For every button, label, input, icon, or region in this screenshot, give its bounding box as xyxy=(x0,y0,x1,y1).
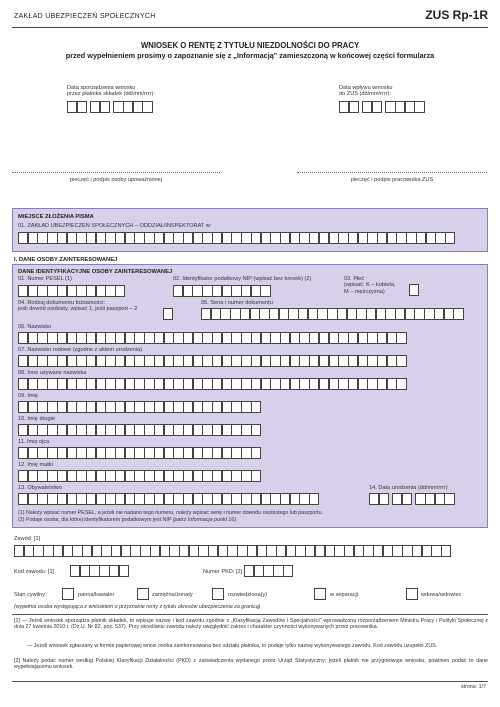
form-code: ZUS Rp-1R xyxy=(425,8,488,22)
input-cell[interactable] xyxy=(119,565,129,577)
submission-branch-label: 01. ZAKŁAD UBEZPIECZEŃ SPOŁECZNYCH – ODDZIAŁ/INSPEKTORAT w: xyxy=(18,223,212,229)
occupation-code-label: Kod zawodu: [1] xyxy=(14,569,55,575)
civil-single-label: panna/kawaler xyxy=(78,592,115,598)
input-cell[interactable] xyxy=(445,232,455,244)
input-cell[interactable] xyxy=(402,493,412,505)
footnote-1b: — Jeżeli wniosek zgłaszany w formie papierowej wnosi osoba zainteresowana bez udziału płatnika, to podaje tylko nazwę wykonywanego zawodu. Kod zawodu uzupełni ZUS. xyxy=(27,643,438,649)
input-cell[interactable] xyxy=(441,545,451,557)
input-cell[interactable] xyxy=(379,493,389,505)
input-cell[interactable] xyxy=(414,101,424,113)
submission-place-box xyxy=(12,208,488,252)
signature-line-authorized xyxy=(12,172,220,173)
other-surnames-field[interactable] xyxy=(18,378,406,390)
prep-date-label: Data sporządzenia wniosku przez płatnika składek (dd/mm/rrrr): xyxy=(67,85,155,98)
civil-widowed-label: wdowa/wdowiec xyxy=(421,592,462,598)
note-pesel: (1) Należy wpisać numer PESEL, a jeżeli nie nadano tego numeru, należy wpisać serię i numer dowodu osobistego lub paszportu. xyxy=(18,510,324,516)
input-cell[interactable] xyxy=(309,493,319,505)
form-title: WNIOSEK O RENTĘ Z TYTUŁU NIEZDOLNOŚCI DO PRACY xyxy=(140,41,360,50)
signature-zus-label: pieczęć i podpis pracownika ZUS xyxy=(350,177,434,183)
surname-label: 06. Nazwisko xyxy=(18,324,52,330)
form-subtitle: przed wypełnieniem prosimy o zapoznanie się z „Informacją" zamieszczoną w końcowej części formularza xyxy=(65,51,435,60)
footnote-2: [2] Należy podać numer według Polskiej Klasyfikacji Działalności (PKD) z zaświadczenia wydanego przez Urząd Statystyczny; jeżeli płatnik nie przygotowuje wniosku, powinien podać to dane wypełniającemu wniosek. xyxy=(14,658,488,671)
document-number-field[interactable] xyxy=(201,308,463,320)
input-cell[interactable] xyxy=(142,101,152,113)
identification-title: DANE IDENTYFIKACYJNE OSOBY ZAINTERESOWANEJ xyxy=(18,269,173,275)
input-cell[interactable] xyxy=(444,493,454,505)
input-cell[interactable] xyxy=(349,101,359,113)
citizenship-field[interactable] xyxy=(18,493,319,505)
second-name-label: 10. Imię drugie xyxy=(18,416,56,422)
civil-divorced-label: rozwiedziona(y) xyxy=(228,592,268,598)
birth-date-label: 14. Data urodzenia (dd/mm/rrrr) xyxy=(369,485,448,491)
civil-married-checkbox[interactable] xyxy=(137,588,149,600)
occupation-field[interactable] xyxy=(14,545,451,557)
input-cell[interactable] xyxy=(251,401,261,413)
input-cell[interactable] xyxy=(372,101,382,113)
input-cell[interactable] xyxy=(77,101,87,113)
page-number: strona: 1/7 xyxy=(460,684,486,690)
second-name-field[interactable] xyxy=(18,424,261,436)
occupation-label: Zawód: [1] xyxy=(14,536,41,542)
father-name-field[interactable] xyxy=(18,447,261,459)
first-name-field[interactable] xyxy=(18,401,261,413)
section1-title: I. DANE OSOBY ZAINTERESOWANEJ xyxy=(14,257,118,263)
civil-divorced-checkbox[interactable] xyxy=(212,588,224,600)
id-document-type-label: 04. Rodzaj dokumentu tożsamości: jeśli dowód osobisty, wpisać 1, jeśli paszport – 2 xyxy=(18,300,138,313)
input-cell[interactable] xyxy=(251,424,261,436)
pkd-field[interactable] xyxy=(244,565,293,577)
citizenship-label: 13. Obywatelstwo xyxy=(18,485,63,491)
other-surnames-label: 08. Inne używane nazwiska xyxy=(18,370,87,376)
sex-label: 03. Płeć (wpisać: K – kobieta, M – mężczyzna) xyxy=(344,276,396,295)
submission-branch-field[interactable] xyxy=(18,232,455,244)
submission-place-title: MIEJSCE ZŁOŻENIA PISMA xyxy=(18,214,94,220)
input-cell[interactable] xyxy=(396,355,406,367)
birth-surname-label: 07. Nazwisko rodowe (zgodne z aktem urodzenia) xyxy=(18,347,143,353)
input-cell[interactable] xyxy=(251,470,261,482)
receipt-date-field[interactable] xyxy=(339,101,424,113)
signature-authorized-label: pieczęć i podpis osoby upoważnionej xyxy=(69,177,163,183)
birth-date-field[interactable] xyxy=(369,493,454,505)
input-cell[interactable] xyxy=(251,447,261,459)
header-divider xyxy=(12,27,488,28)
mother-name-label: 12. Imię matki xyxy=(18,462,53,468)
input-cell[interactable] xyxy=(115,285,125,297)
civil-single-checkbox[interactable] xyxy=(62,588,74,600)
nip-label: 02. Identyfikator podatkowy NIP (wpisać bez kresek) (2) xyxy=(173,276,312,282)
receipt-date-label: Data wpływu wniosku do ZUS (dd/mm/rrrr): xyxy=(339,85,393,98)
input-cell[interactable] xyxy=(283,565,293,577)
prep-date-field[interactable] xyxy=(67,101,152,113)
mother-name-field[interactable] xyxy=(18,470,261,482)
institution-name: ZAKŁAD UBEZPIECZEŃ SPOŁECZNYCH xyxy=(14,13,156,20)
pesel-field[interactable] xyxy=(18,285,125,297)
civil-status-note: (wypełnia osoba występująca z wnioskiem o przyznanie renty z tytułu okresów ubezpieczenia za granicą) xyxy=(14,604,261,610)
pesel-label: 01. Numer PESEL (1) xyxy=(18,276,72,282)
surname-field[interactable] xyxy=(18,332,406,344)
civil-married-label: zamężna/żonaty xyxy=(152,592,193,598)
input-cell[interactable] xyxy=(396,378,406,390)
input-cell[interactable] xyxy=(453,308,463,320)
bottom-divider xyxy=(12,681,488,682)
input-cell[interactable] xyxy=(260,285,270,297)
sex-field[interactable] xyxy=(409,284,419,296)
personal-data-box xyxy=(12,264,488,528)
occupation-code-field[interactable] xyxy=(70,565,128,577)
nip-field[interactable] xyxy=(173,285,270,297)
input-cell[interactable] xyxy=(100,101,110,113)
civil-separated-checkbox[interactable] xyxy=(314,588,326,600)
civil-separated-label: w separacji xyxy=(330,592,358,598)
footnotes-divider xyxy=(12,614,488,615)
input-cell[interactable] xyxy=(396,332,406,344)
footnote-1: [1] — Jeżeli wniosek sporządza płatnik składek, to wpisuje nazwę i kod zawodu zgodnie z „Klasyfikacją Zawodów i Specjalności" wprowadzoną rozporządzeniem Ministra Pracy i Polityki Społecznej z dnia 27 kwietnia 2010 r. (Dz.U. Nr 82, poz. 537). Przy określaniu zawodu należy uwzględnić zakres i charakter czynności wykonywanych przez pracownika. xyxy=(14,618,488,631)
pkd-label: Numer PKD: [2] xyxy=(203,569,243,575)
birth-surname-field[interactable] xyxy=(18,355,406,367)
father-name-label: 11. Imię ojca xyxy=(18,439,50,445)
id-document-type-field[interactable] xyxy=(163,308,173,320)
civil-widowed-checkbox[interactable] xyxy=(406,588,418,600)
civil-status-label: Stan cywilny: xyxy=(14,592,47,598)
note-nip: (2) Podaje osoba, dla której identyfikatorem podatkowym jest NIP (patrz Informacja punkt 16). xyxy=(18,517,238,523)
first-name-label: 09. Imię xyxy=(18,393,38,399)
document-number-label: 05. Seria i numer dokumentu xyxy=(201,300,273,306)
signature-line-zus xyxy=(297,172,487,173)
